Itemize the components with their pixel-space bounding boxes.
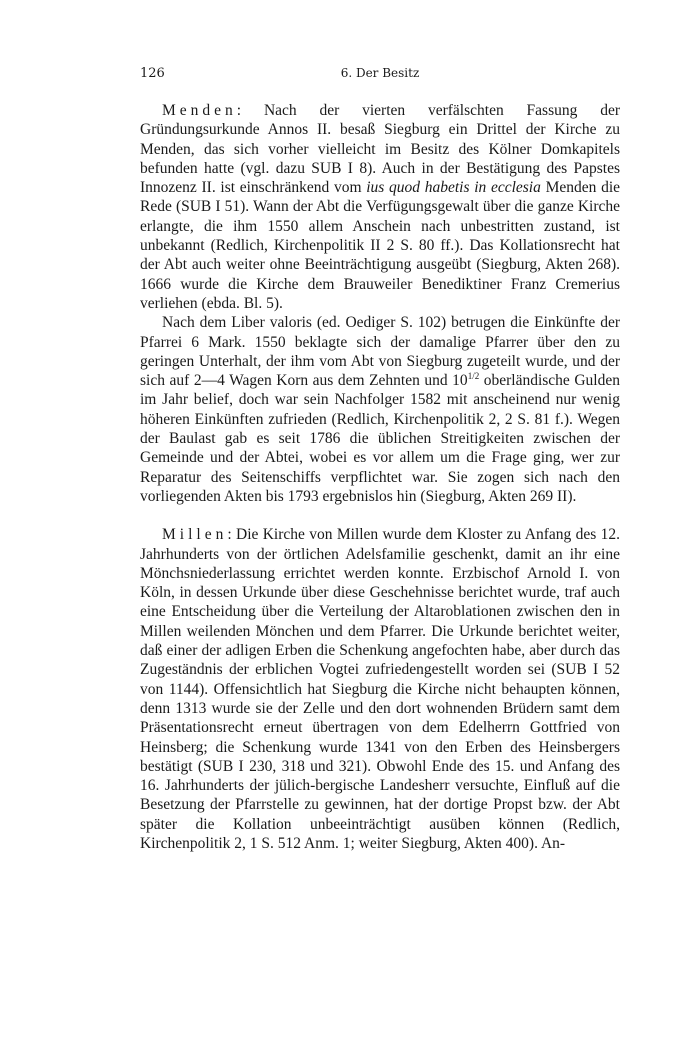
page-header [140,66,620,86]
paragraph-millen [140,525,620,853]
text-segment: : Nach der vierten verfälschten Fassung der Gründungsurkunde Annos II. besaß Siegburg ein Drittel der Kirche zu Menden, das sich vorher vielleicht im Besitz des Kölner Domkapitels befunden hatte (vgl. dazu SUB I 8). Auch in der Bestätigung des Papstes Innozenz II. ist einschränkend vom [140,102,620,197]
italic-phrase: ius quod habetis in ecclesia [366,179,541,197]
fraction-superscript: 1/2 [467,371,480,381]
page-number: 126 [140,66,165,81]
body-text [140,101,620,853]
text-segment: : Die Kirche von Millen wurde dem Kloster zu Anfang des 12. Jahrhunderts von der örtlichen Adelsfamilie geschenkt, damit an ihr eine Mönchsniederlassung errichtet werden konnte. Erzbischof Arnold I. von Köln, in dessen Urkunde über diese Geschehnisse berichtet wurde, traf auch eine Entscheidung über die Verteilung der Altaroblationen zwischen den in Millen weilenden Mönchen und dem Pfarrer. Die Urkunde berichtet weiter, daß einer der adligen Erben die Schenkung angefochten habe, aber durch das Zugeständnis der erblichen Vogtei zufriedengestellt worden sei (SUB I 52 von 1144). Offensichtlich hat Siegburg die Kirche nicht behaupten können, denn 1313 wurde sie der Zelle und den dort wohnenden Brüdern samt dem Präsentationsrecht erneut übertragen von dem Edelherrn Gottfried von Heinsberg; die Schenkung wurde 1341 von den Erben des Heinsbergers bestätigt (SUB I 230, 318 und 321). Obwohl Ende des 15. und Anfang des 16. Jahrhunderts der jülich-bergische Landesherr versuchte, Einfluß auf die Besetzung der Pfarrstelle zu gewinnen, hat der dortige Propst bzw. der Abt später die Kollation unbeeinträchtigt ausüben können (Redlich, Kirchenpolitik 2, 1 S. 512 Anm. 1; weiter Siegburg, Akten 400). An- [140,526,620,852]
place-heading: Menden [162,102,237,119]
text-segment: Nach dem Liber valoris (ed. Oediger S. 102) betrugen die Einkünfte der Pfarrei 6 Mark. 1550 beklagte sich der damalige Pfarrer über den zu geringen Unterhalt, der ihm vom Abt von Siegburg zugeteilt wurde, und der sich auf 2—4 Wagen Korn aus dem Zehnten und 10 [140,314,620,390]
paragraph-menden-2 [140,313,620,506]
text-segment: oberländische Gulden im Jahr belief, doch war sein Nachfolger 1582 mit anscheinend nur wenig höheren Einkünften zufrieden (Redlich, Kirchenpolitik 2, 2 S. 81 f.). Wegen der Baulast gab es seit 1786 die üblichen Streitigkeiten zwischen der Gemeinde und der Abtei, wobei es vor allem um die Frage ging, wer zur Reparatur des Seitenschiffs verpflichtet war. Sie zogen sich nach den vorliegenden Akten bis 1793 ergebnislos hin (Siegburg, Akten 269 II). [140,372,620,505]
running-head: 6. Der Besitz [340,66,420,80]
paragraph-menden-1 [140,101,620,313]
place-heading: Millen [162,526,228,544]
text-segment: Menden die Rede (SUB I 51). Wann der Abt die Verfügungsgewalt über die ganze Kirche erlangte, die ihm 1550 allem Anschein nach unbestritten zustand, ist unbekannt (Redlich, Kirchenpolitik II 2 S. 80 ff.). Das Kollationsrecht hat der Abt auch weiter ohne Beeinträchtigung ausgeübt (Siegburg, Akten 268). 1666 wurde die Kirche dem Brauweiler Benediktiner Franz Cremerius verliehen (ebda. Bl. 5). [140,179,621,312]
